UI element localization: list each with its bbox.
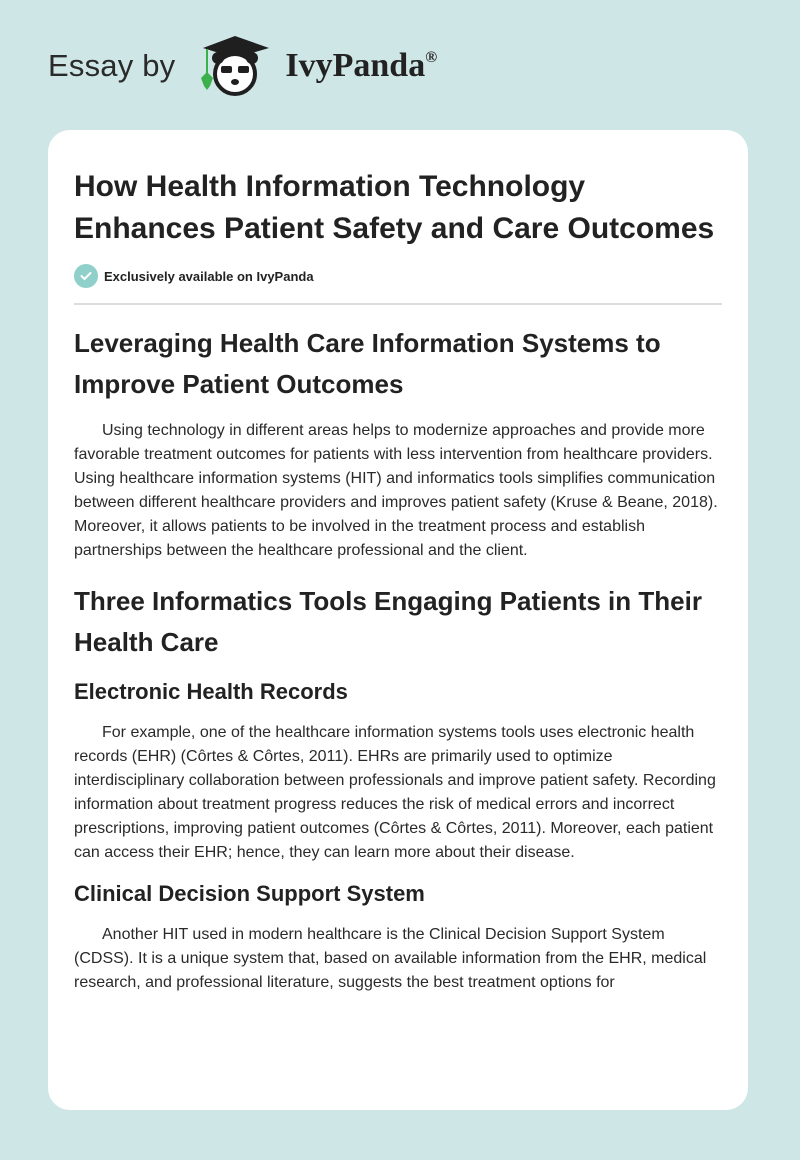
essay-card: [48, 130, 748, 1110]
paragraph: Another HIT used in modern healthcare is the Clinical Decision Support System (CDSS). It is a unique system that, based on available information from the EHR, medical research, and professional literature, suggests the best treatment options for: [74, 926, 707, 991]
badge-text: Exclusively available on IvyPanda: [104, 268, 314, 284]
essay-title: How Health Information Technology Enhances Patient Safety and Care Outcomes: [74, 170, 715, 245]
registered-mark: ®: [425, 49, 438, 66]
section-heading: Three Informatics Tools Engaging Patients in Their Health Care: [74, 586, 702, 657]
brand-name: [285, 47, 437, 85]
paragraph: For example, one of the healthcare information systems tools uses electronic health records (EHR) (Côrtes & Côrtes, 2011). EHRs are primarily used to optimize interdisciplinary collaboration between professionals and improve patient safety. Recording information about treatment progress reduces the risk of medical errors and incorrect prescriptions, improving patient outcomes (Côrtes & Côrtes, 2011). Moreover, each patient can access their EHR; hence, they can learn more about their disease.: [74, 724, 716, 861]
subsection-heading: Clinical Decision Support System: [74, 881, 425, 906]
brand-text: IvyPanda: [285, 47, 426, 84]
section-heading: Leveraging Health Care Information Systems to Improve Patient Outcomes: [74, 328, 661, 399]
divider: [74, 303, 722, 305]
exclusive-badge: [74, 264, 722, 288]
ivypanda-logo-icon[interactable]: [193, 34, 277, 98]
paragraph: Using technology in different areas helps to modernize approaches and provide more favorable treatment outcomes for patients with less intervention from healthcare providers. Using healthcare information systems (HIT) and informatics tools simplifies communication between different healthcare providers and improves patient safety (Kruse & Beane, 2018). Moreover, it allows patients to be involved in the treatment process and establish partnerships between the healthcare professional and the client.: [74, 422, 718, 559]
site-header: [48, 36, 437, 96]
subsection-heading: Electronic Health Records: [74, 679, 348, 704]
essay-by-label: Essay by: [48, 48, 176, 83]
check-circle-icon: [74, 264, 98, 288]
